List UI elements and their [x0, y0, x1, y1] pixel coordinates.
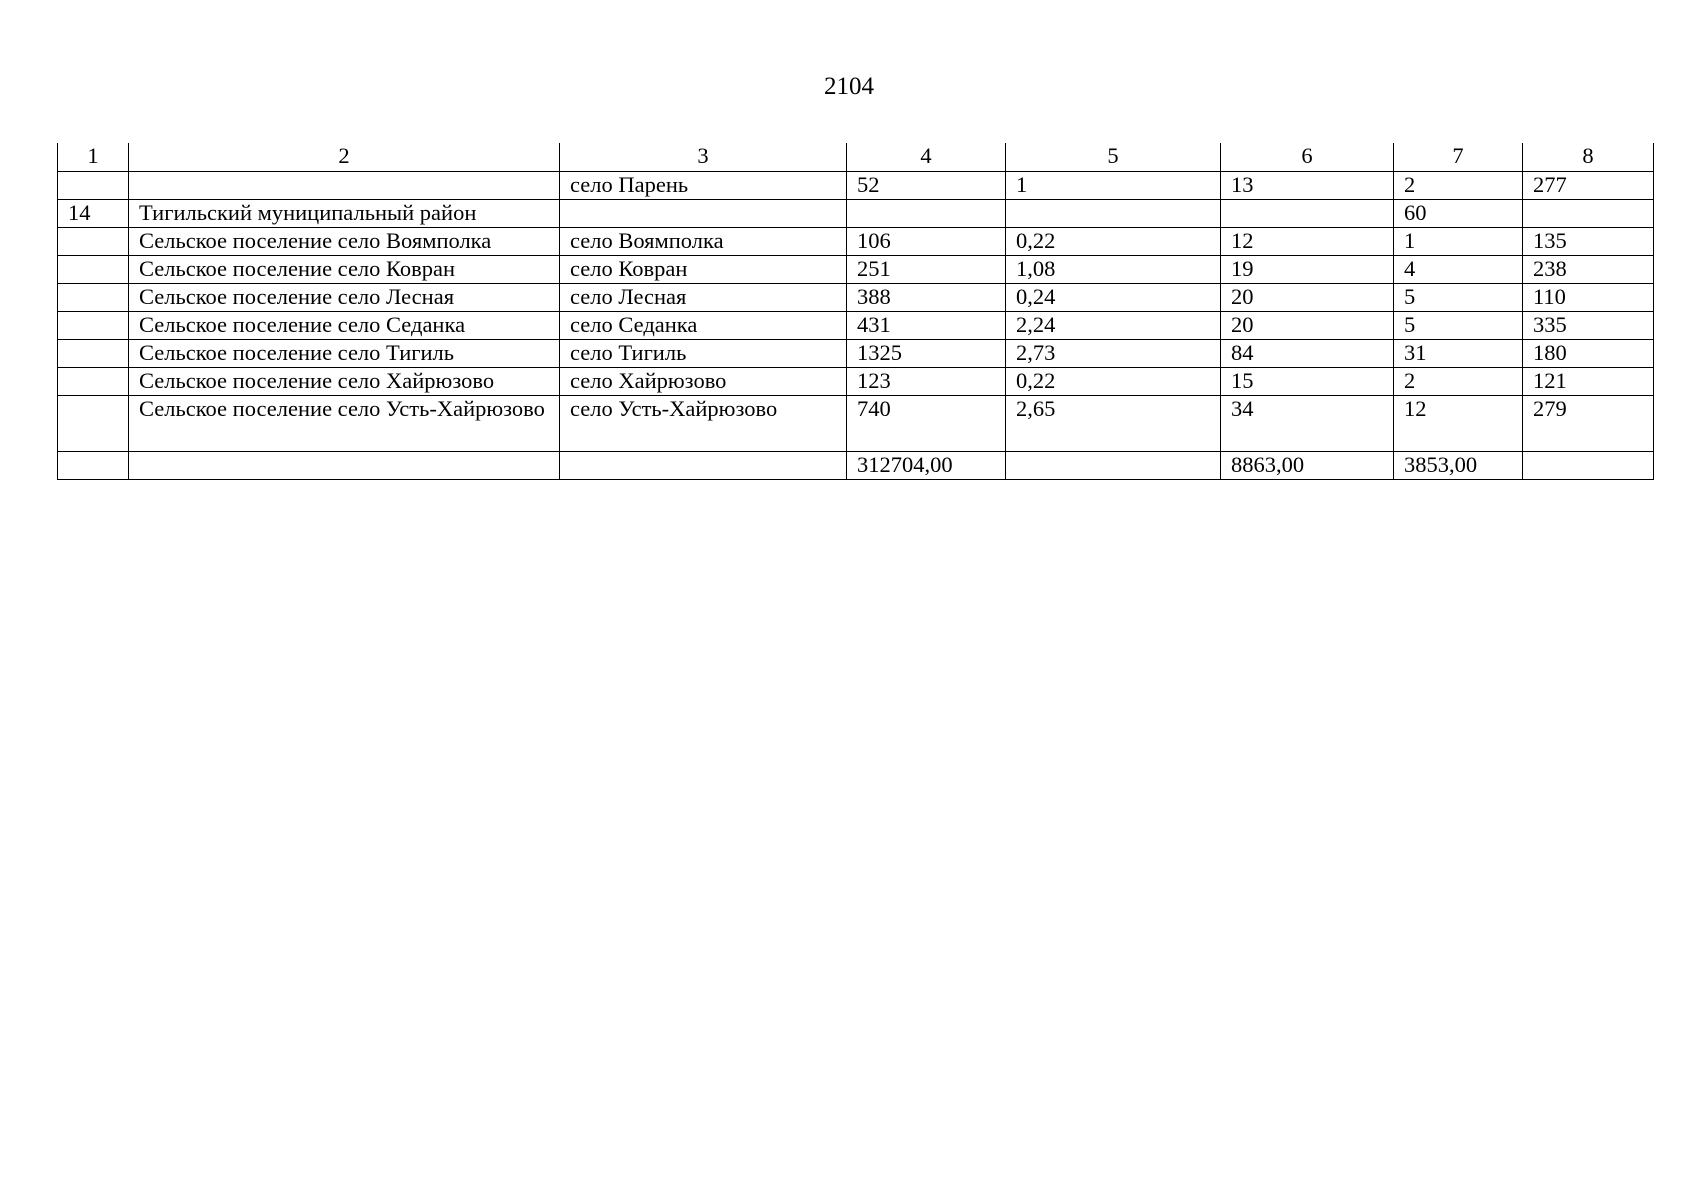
table-cell: 2,73: [1006, 339, 1221, 367]
table-cell: 0,22: [1006, 367, 1221, 395]
table-cell: 20: [1221, 283, 1394, 311]
table-cell: [1221, 199, 1394, 227]
table-cell: [847, 199, 1006, 227]
table-cell: 5: [1394, 283, 1523, 311]
table-cell: 1: [1006, 171, 1221, 199]
table-row: [58, 311, 1654, 339]
table-cell: село Воямполка: [560, 227, 847, 255]
table-cell: 2,24: [1006, 311, 1221, 339]
column-number: 1: [58, 143, 129, 171]
table-cell: 740: [847, 395, 1006, 451]
table-cell: [1523, 451, 1654, 479]
table-row: [58, 199, 1654, 227]
column-number: 6: [1221, 143, 1394, 171]
table-cell: 106: [847, 227, 1006, 255]
table-cell: 123: [847, 367, 1006, 395]
table-cell: 31: [1394, 339, 1523, 367]
table-cell: 60: [1394, 199, 1523, 227]
table-cell: 0,24: [1006, 283, 1221, 311]
table-cell: 2: [1394, 171, 1523, 199]
table-cell: 1325: [847, 339, 1006, 367]
table-row: [58, 227, 1654, 255]
column-number-row: [58, 143, 1654, 171]
table-cell: Сельское поселение село Тигиль: [129, 339, 560, 367]
table-cell: 1: [1394, 227, 1523, 255]
table-cell: 238: [1523, 255, 1654, 283]
table-cell: Сельское поселение село Хайрюзово: [129, 367, 560, 395]
table-cell: 110: [1523, 283, 1654, 311]
table-cell: 431: [847, 311, 1006, 339]
totals-row: [58, 451, 1654, 479]
table-cell: 388: [847, 283, 1006, 311]
table-cell: [1006, 199, 1221, 227]
table-cell: [560, 451, 847, 479]
column-number: 2: [129, 143, 560, 171]
table-cell: село Тигиль: [560, 339, 847, 367]
table-cell: [129, 171, 560, 199]
table-cell: 0,22: [1006, 227, 1221, 255]
table-cell: 3853,00: [1394, 451, 1523, 479]
table-cell: [58, 367, 129, 395]
table-cell: 251: [847, 255, 1006, 283]
table-cell: 2,65: [1006, 395, 1221, 451]
table-cell: Сельское поселение село Воямполка: [129, 227, 560, 255]
table-cell: [58, 451, 129, 479]
table-cell: 8863,00: [1221, 451, 1394, 479]
table-cell: 19: [1221, 255, 1394, 283]
table-cell: 52: [847, 171, 1006, 199]
table-cell: 121: [1523, 367, 1654, 395]
column-number: 7: [1394, 143, 1523, 171]
table-cell: 279: [1523, 395, 1654, 451]
table-cell: село Парень: [560, 171, 847, 199]
table-cell: 84: [1221, 339, 1394, 367]
table-cell: [1523, 199, 1654, 227]
table-cell: село Усть-Хайрюзово: [560, 395, 847, 451]
table-cell: 180: [1523, 339, 1654, 367]
table-cell: Сельское поселение село Лесная: [129, 283, 560, 311]
table-cell: Сельское поселение село Усть-Хайрюзово: [129, 395, 560, 451]
table-cell: [1006, 451, 1221, 479]
table-cell: 1,08: [1006, 255, 1221, 283]
table-row: [58, 395, 1654, 451]
table-row: [58, 339, 1654, 367]
table-cell: 12: [1221, 227, 1394, 255]
table-cell: [58, 171, 129, 199]
table-cell: 135: [1523, 227, 1654, 255]
table-cell: село Седанка: [560, 311, 847, 339]
table-cell: [560, 199, 847, 227]
table-cell: 277: [1523, 171, 1654, 199]
table-cell: 13: [1221, 171, 1394, 199]
table-cell: 15: [1221, 367, 1394, 395]
table-cell: 20: [1221, 311, 1394, 339]
data-table: [57, 143, 1654, 480]
table-cell: 14: [58, 199, 129, 227]
table-cell: [58, 395, 129, 451]
column-number: 8: [1523, 143, 1654, 171]
table-cell: Сельское поселение село Седанка: [129, 311, 560, 339]
column-number: 3: [560, 143, 847, 171]
table-cell: село Хайрюзово: [560, 367, 847, 395]
table-cell: [58, 339, 129, 367]
table-cell: 2: [1394, 367, 1523, 395]
table-cell: 34: [1221, 395, 1394, 451]
table-cell: 312704,00: [847, 451, 1006, 479]
table-cell: [58, 283, 129, 311]
table-cell: село Лесная: [560, 283, 847, 311]
column-number: 4: [847, 143, 1006, 171]
table-cell: село Ковран: [560, 255, 847, 283]
table-row: [58, 171, 1654, 199]
table-cell: 12: [1394, 395, 1523, 451]
table-row: [58, 255, 1654, 283]
table-cell: Тигильский муниципальный район: [129, 199, 560, 227]
table-row: [58, 367, 1654, 395]
table-cell: 335: [1523, 311, 1654, 339]
table-cell: 5: [1394, 311, 1523, 339]
page-number: 2104: [824, 73, 874, 100]
table-cell: [58, 255, 129, 283]
table-row: [58, 283, 1654, 311]
column-number: 5: [1006, 143, 1221, 171]
table-cell: [129, 451, 560, 479]
table-cell: [58, 227, 129, 255]
table-cell: Сельское поселение село Ковран: [129, 255, 560, 283]
table-cell: 4: [1394, 255, 1523, 283]
table-cell: [58, 311, 129, 339]
